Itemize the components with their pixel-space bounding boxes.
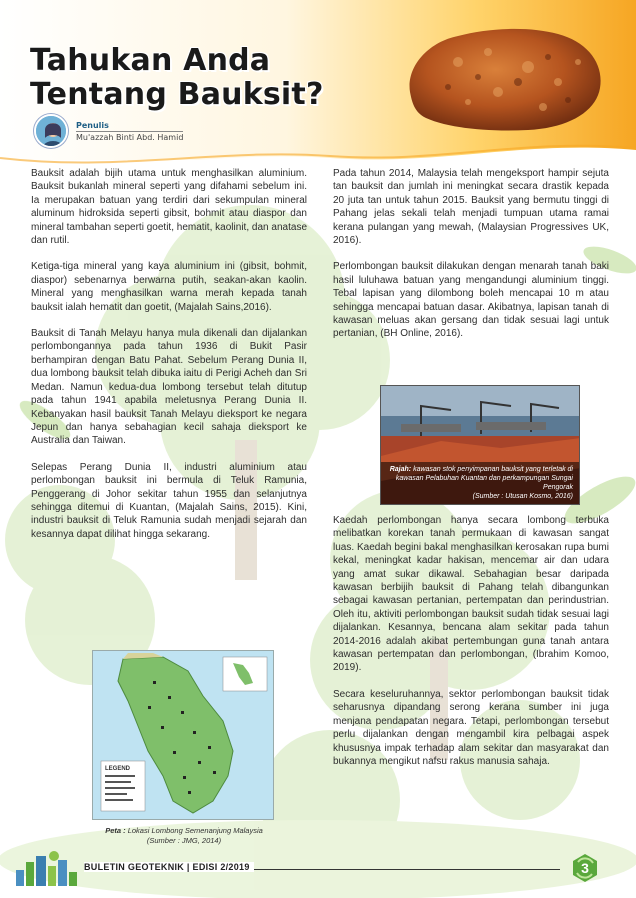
right-column-top — [333, 167, 609, 354]
paragraph: Bauksit adalah bijih utama untuk menghasilkan aluminium. Bauksit bukanlah mineral seperti yang difahami sebelum ini. Ia merupakan batuan yang terdiri dari sekumpulan mineral aluminum hidroksida seperti gibsit, bohmit atau diaspor dan mineral tambahan seperti goetit, hematit, kaolinit, dan anatase dan rutil. — [31, 168, 307, 247]
peninsular-malaysia-map — [92, 650, 274, 820]
photo-caption-text: kawasan stok penyimpanan bauksit yang terletak di kawasan Pelabuhan Kuantan dan perkampungan Sungai Pengorak — [395, 466, 573, 491]
paragraph: Kaedah perlombongan hanya secara lombong terbuka melibatkan korekan tanah permukaan di kawasan sangat luas. Kaedah begini bakal menghasilkan kerosakan rupa bumi kekal, meningkat kadar hakisan, mencemar air dan udara yang amat sukar dikawal. Sebahagian besar daripada kawasan berbijih bauksit di Pahang telah dibangunkan sebagai kawasan pertanian, pertempatan dan perindustrian. Oleh itu, aktiviti perlombongan bauksit sudah tidak sesuai lagi dijalankan. Kesannya, bencana alam sekitar pada tahun 2014-2016 adalah akibat pertembungan guna tanah antara kawasan pertempatan dan perlombongan, (Ibrahim Komoo, 2019). — [333, 515, 609, 674]
footer — [0, 846, 636, 898]
title-line-2: Tentang Bauksit? — [30, 77, 324, 112]
photo-caption-source: (Sumber : Utusan Kosmo, 2016) — [472, 493, 573, 500]
map-caption — [60, 826, 308, 846]
right-column-bottom — [333, 514, 609, 781]
page-title — [30, 44, 324, 112]
map-caption-text: Lokasi Lombong Semenanjung Malaysia — [127, 826, 263, 835]
map-caption-source: (Sumber : JMG, 2014) — [146, 836, 222, 845]
paragraph: Pada tahun 2014, Malaysia telah mengeksport hampir sejuta tan bauksit dan jumlah ini meningkat secara drastik kepada 20 juta tan untuk tahun 2015. Bauksit yang bermutu tinggi di Pahang jelas sekali telah menjadi tumpuan utama ramai kerana pulangan yang mewah, (Malaysian Progressives UK, 2016). — [333, 168, 609, 247]
avatar-icon — [34, 114, 68, 148]
author-role: Penulis — [76, 120, 109, 130]
map-caption-label: Peta : — [105, 826, 126, 835]
paragraph: Ketiga-tiga mineral yang kaya aluminium ini (gibsit, bohmit, diaspor) sebenarnya berwarna putih, seakan-akan kaolin. Mineral yang menghasilkan warna merah kepada tanah bauksit ialah hematit dan goetit, (Majalah Sains,2016). — [31, 261, 307, 313]
city-skyline-icon — [14, 848, 84, 888]
page-number: 3 — [581, 860, 589, 876]
map-legend-label: LEGEND — [105, 766, 131, 772]
photo-caption-label: Rajah: — [389, 466, 412, 473]
bauxite-stockpile-photo — [380, 385, 580, 505]
bauxite-rock-image — [398, 22, 608, 134]
author-block — [34, 114, 183, 148]
paragraph: Bauksit di Tanah Melayu hanya mula dikenali dan dijalankan perlombongannya pada tahun 1936 di Bukit Pasir berhampiran dengan Batu Pahat. Sebelum Perang Dunia II, dua lombong bauksit telah dibuka iaitu di Perigi Acheh dan Sri Medan. Namun kedua-dua lombong tersebut telah ditutup pada tahun 1941 apabila meletusnya Perang Dunia II. Kebanyakan hasil bauksit Tanah Melayu dieksport ke negara Jepun dan hanya sebahagian kecil sahaja dieksport ke Australia dan Taiwan. — [31, 328, 307, 447]
bulletin-title: BULETIN GEOTEKNIK | EDISI 2/2019 — [84, 862, 254, 872]
paragraph: Secara keseluruhannya, sektor perlombongan bauksit tidak seharusnya dipandang serong kerana sumber ini juga menjana pendapatan negara. Tetapi, perlombongan tersebut perlu dijalankan dengan mengambil kira pelbagai aspek khususnya impak terhadap alam sekitar dan masyarakat dan bukannya mengikut nafsu rakus manusia sahaja. — [333, 688, 609, 767]
paragraph: Perlombongan bauksit dilakukan dengan menarah tanah baki hasil luluhawa batuan yang mengandungi aluminium tinggi. Tebal lapisan yang dilombong boleh mencapai 10 m atau sehingga mencapai batuan dasar. Akibatnya, lapisan tanah di kawasan meluas akan gersang dan tidak sesuai lagi untuk pertanian, (BH Online, 2016). — [333, 261, 609, 340]
title-line-1: Tahukan Anda — [30, 43, 271, 78]
mine-location-map-image — [93, 651, 274, 820]
paragraph: Selepas Perang Dunia II, industri aluminium atau perlombongan bauksit ini bermula di Teluk Ramunia, Penggerang di Johor sekitar tahun 1955 dan selanjutnya sehingga ditemui di Kuantan, (Majalah Sains, 2015). Kini, industri bauksit di Teluk Ramunia sudah menjadi sejarah dan kesannya dapat dilihat hingga sekarang. — [31, 461, 307, 540]
photo-caption — [381, 462, 579, 504]
author-name: Mu'azzah Binti Abd. Hamid — [76, 132, 184, 142]
page-badge — [569, 852, 601, 884]
left-column — [31, 167, 307, 554]
